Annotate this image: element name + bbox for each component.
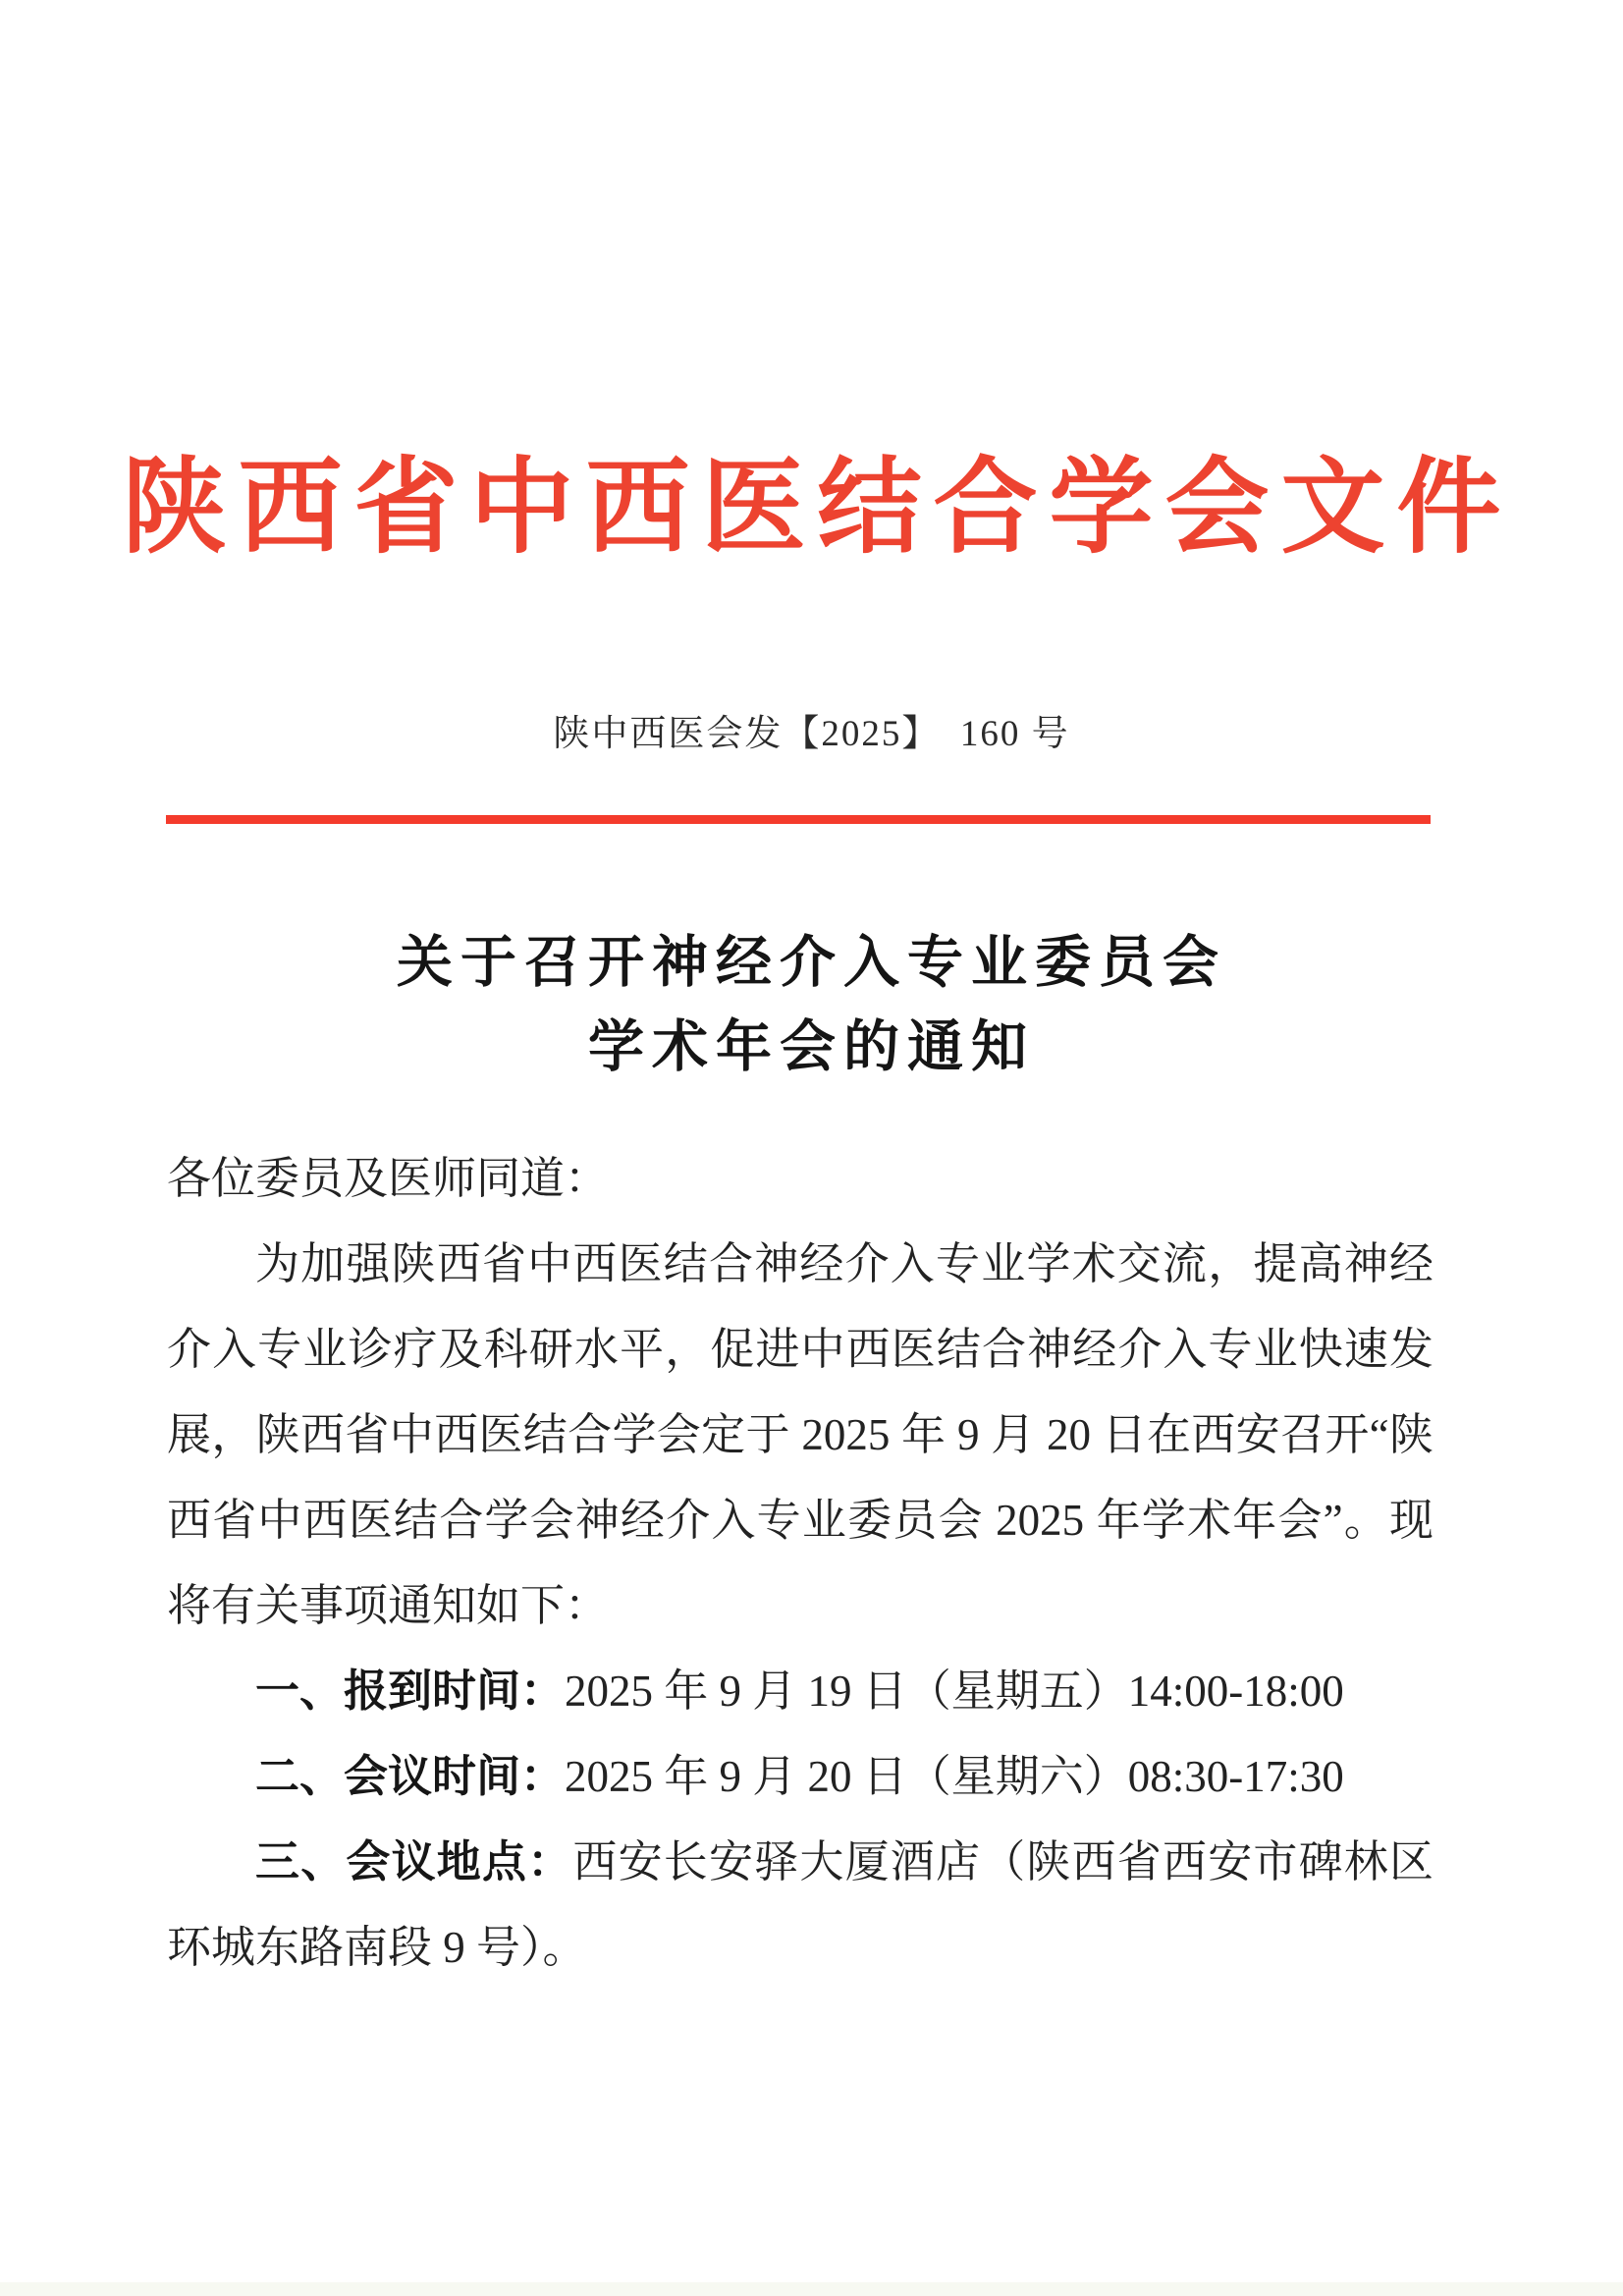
item-meeting-venue-value: 西安长安驿大厦酒店（陕西省西安市碑林区环城东路南段 9 号）。	[167, 1837, 1434, 1972]
letterhead-title: 陕西省中西医结合学会文件	[122, 451, 1513, 566]
document-reference-number: 陕中西医会发【2025】 160 号	[553, 714, 1070, 754]
item-meeting-time-label: 二、会议时间：	[255, 1752, 566, 1801]
intro-paragraph: 为加强陕西省中西医结合神经介入专业学术交流，提高神经介入专业诊疗及科研水平，促进中西医结合神经介入专业快速发展，陕西省中西医结合学会定于 2025 年 9 月 20 日在西安召开“陕西省中西医结合学会神经介入专业委员会 2025 年学术年会”。现将有关事项通知如下：	[167, 1239, 1434, 1630]
item-meeting-time-value: 2025 年 9 月 20 日（星期六）08:30-17:30	[565, 1752, 1344, 1801]
item-registration-time-value: 2025 年 9 月 19 日（星期五）14:00-18:00	[565, 1667, 1344, 1716]
item-meeting-venue-label: 三、会议地点：	[255, 1837, 573, 1886]
item-registration-time	[167, 1649, 1434, 1734]
notice-body	[167, 1136, 1434, 1991]
item-registration-time-label: 一、报到时间：	[255, 1667, 566, 1716]
notice-title-line1: 关于召开神经介入专业委员会	[397, 932, 1226, 994]
notice-title-line2: 学术年会的通知	[588, 1016, 1035, 1078]
item-meeting-time	[167, 1734, 1434, 1820]
red-divider-rule	[166, 815, 1431, 824]
salutation: 各位委员及医师同道：	[167, 1154, 610, 1203]
notice-title	[0, 921, 1623, 1090]
scan-artifact-edge	[0, 2282, 1623, 2296]
item-meeting-venue	[167, 1820, 1434, 1991]
